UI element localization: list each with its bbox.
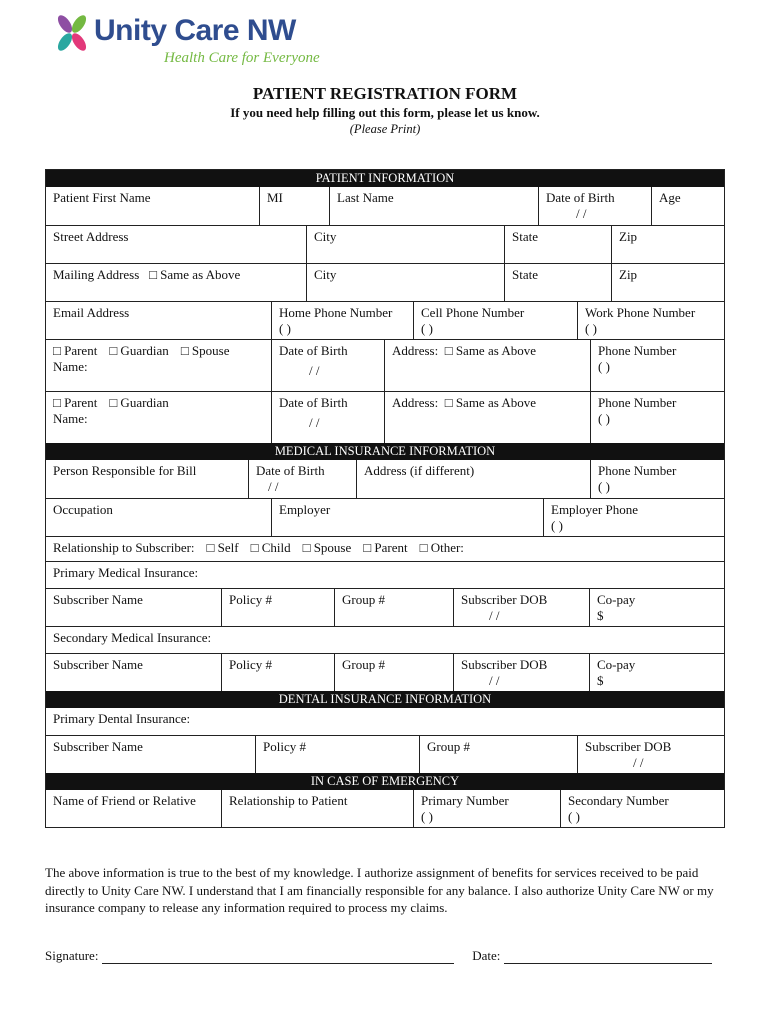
primary-number-field[interactable] <box>413 790 560 827</box>
mailing-zip-field[interactable] <box>611 264 724 301</box>
bill-responsible-row <box>46 460 724 498</box>
self-checkbox[interactable]: □ Self <box>206 540 239 555</box>
relation-address-field[interactable] <box>384 340 590 391</box>
cell-phone-label: Cell Phone Number <box>421 305 525 320</box>
dollar-sign: $ <box>597 673 604 688</box>
work-phone-field[interactable] <box>577 302 724 339</box>
section-patient-information: PATIENT INFORMATION <box>46 170 724 187</box>
date-field[interactable] <box>504 949 712 964</box>
section-dental-insurance: DENTAL INSURANCE INFORMATION <box>46 691 724 708</box>
relationship-to-subscriber-field <box>46 537 724 561</box>
relation2-address-field[interactable] <box>384 392 590 443</box>
mi-label: MI <box>267 190 283 205</box>
relationship-to-subscriber-row <box>46 536 724 561</box>
subscriber-dob-label: Subscriber DOB <box>461 592 548 607</box>
cell-phone-field[interactable] <box>413 302 577 339</box>
email-field[interactable] <box>46 302 271 339</box>
primary-dental-insurance-field[interactable] <box>46 708 724 735</box>
relation2-dob-field[interactable] <box>271 392 384 443</box>
secondary-medical-insurance-field[interactable] <box>46 627 724 653</box>
primary-dental-label: Primary Dental Insurance: <box>53 711 191 726</box>
subscriber-dob-label: Subscriber DOB <box>461 657 548 672</box>
occupation-label: Occupation <box>53 502 113 517</box>
employer-label: Employer <box>279 502 331 517</box>
phone-number-label: Phone Number <box>598 395 677 410</box>
group-field[interactable] <box>334 654 453 691</box>
dob-label: Date of Birth <box>546 190 615 205</box>
primary-medical-label: Primary Medical Insurance: <box>53 565 199 580</box>
mailing-label: Mailing Address <box>53 267 140 282</box>
friend-relative-field[interactable] <box>46 790 221 827</box>
primary-medical-insurance-field[interactable] <box>46 562 724 588</box>
work-phone-label: Work Phone Number <box>585 305 696 320</box>
first-name-field[interactable] <box>46 187 259 225</box>
logo-brand-name: Unity Care NW <box>94 14 296 47</box>
friend-relative-label: Name of Friend or Relative <box>53 793 196 808</box>
policy-label: Policy # <box>263 739 306 754</box>
person-responsible-label: Person Responsible for Bill <box>53 463 197 478</box>
subscriber-dob-label: Subscriber DOB <box>585 739 672 754</box>
phone-parens: ( ) <box>568 809 580 824</box>
section-emergency: IN CASE OF EMERGENCY <box>46 773 724 790</box>
work-phone-parens: ( ) <box>585 321 597 336</box>
group-label: Group # <box>342 592 385 607</box>
emergency-contact-row <box>46 790 724 827</box>
state-label: State <box>512 267 538 282</box>
city-label: City <box>314 267 337 282</box>
city-field[interactable] <box>306 226 504 263</box>
phone-parens: ( ) <box>421 809 433 824</box>
signature-field[interactable] <box>102 949 454 964</box>
primary-medical-row <box>46 561 724 588</box>
policy-label: Policy # <box>229 592 272 607</box>
form-instruction: (Please Print) <box>349 122 421 136</box>
subscriber-dob-field[interactable] <box>453 589 589 626</box>
patient-dob-field[interactable] <box>538 187 651 225</box>
other-checkbox[interactable]: □ Other: <box>419 540 464 555</box>
email-label: Email Address <box>53 305 130 320</box>
pinwheel-logo-icon <box>52 12 92 56</box>
last-name-field[interactable] <box>329 187 538 225</box>
address-label: Address: <box>392 395 439 410</box>
address-if-different-field[interactable] <box>356 460 590 498</box>
unity-care-logo <box>52 10 320 76</box>
phone-number-label: Phone Number <box>598 343 677 358</box>
subscriber-name-label: Subscriber Name <box>53 739 143 754</box>
relationship-to-subscriber-label: Relationship to Subscriber: <box>53 540 195 555</box>
dental-group-field[interactable] <box>419 736 577 773</box>
mailing-same-as-above-checkbox[interactable]: □ Same as Above <box>149 267 241 282</box>
relation2-name-field[interactable] <box>46 392 271 443</box>
street-address-row <box>46 225 724 263</box>
guardian-checkbox[interactable]: □ Guardian <box>109 343 169 358</box>
address-same-as-above-checkbox[interactable]: □ Same as Above <box>444 343 536 358</box>
dob-slashes: / / <box>576 206 587 221</box>
signature-line <box>45 948 725 964</box>
dob-label: Date of Birth <box>256 463 325 478</box>
group-label: Group # <box>427 739 470 754</box>
employer-field[interactable] <box>271 499 543 536</box>
responsible-dob-field[interactable] <box>248 460 356 498</box>
state-label: State <box>512 229 538 244</box>
dob-slashes: / / <box>489 673 500 688</box>
phone-parens: ( ) <box>598 359 610 374</box>
last-name-label: Last Name <box>337 190 394 205</box>
zip-label: Zip <box>619 229 638 244</box>
employer-phone-field[interactable] <box>543 499 724 536</box>
parent-guardian-row <box>46 391 724 443</box>
child-checkbox[interactable]: □ Child <box>250 540 291 555</box>
mailing-address-row <box>46 263 724 301</box>
phone-parens: ( ) <box>598 479 610 494</box>
cell-phone-parens: ( ) <box>421 321 433 336</box>
home-phone-field[interactable] <box>271 302 413 339</box>
home-phone-label: Home Phone Number <box>279 305 393 320</box>
street-label: Street Address <box>53 229 129 244</box>
phone-parens: ( ) <box>551 518 563 533</box>
policy-field[interactable] <box>221 654 334 691</box>
parent-checkbox[interactable]: □ Parent <box>53 395 98 410</box>
subscriber-dob-field[interactable] <box>453 654 589 691</box>
home-phone-parens: ( ) <box>279 321 291 336</box>
age-label: Age <box>659 190 681 205</box>
relation2-phone-field[interactable] <box>590 392 724 443</box>
dollar-sign: $ <box>597 608 604 623</box>
primary-medical-subscriber-row <box>46 588 724 626</box>
policy-label: Policy # <box>229 657 272 672</box>
secondary-medical-subscriber-row <box>46 653 724 691</box>
authorization-statement: The above information is true to the best of my knowledge. I authorize assignment of benefits for services received to be paid directly to Unity Care NW. I understand that I am financially responsible for any balance. I also authorize Unity Care NW or my insurance company to release any information required to process my claims. <box>45 865 714 915</box>
zip-label: Zip <box>619 267 638 282</box>
group-label: Group # <box>342 657 385 672</box>
date-label: Date: <box>472 948 501 963</box>
policy-field[interactable] <box>221 589 334 626</box>
contact-row <box>46 301 724 339</box>
phone-number-label: Phone Number <box>598 463 677 478</box>
copay-field[interactable] <box>589 589 724 626</box>
dob-label: Date of Birth <box>279 343 348 358</box>
dental-subscriber-row <box>46 735 724 773</box>
spouse-checkbox[interactable]: □ Spouse <box>302 540 352 555</box>
phone-parens: ( ) <box>598 411 610 426</box>
name-label: Name: <box>53 411 88 426</box>
zip-field[interactable] <box>611 226 724 263</box>
city-label: City <box>314 229 337 244</box>
dob-slashes: / / <box>309 363 320 378</box>
occupation-field[interactable] <box>46 499 271 536</box>
mailing-address-field[interactable] <box>46 264 306 301</box>
logo-tagline: Health Care for Everyone <box>164 50 320 66</box>
dob-slashes: / / <box>268 479 279 494</box>
dob-slashes: / / <box>489 608 500 623</box>
secondary-number-field[interactable] <box>560 790 724 827</box>
dob-label: Date of Birth <box>279 395 348 410</box>
subscriber-name-label: Subscriber Name <box>53 657 143 672</box>
form-subtitle: If you need help filling out this form, please let us know. <box>230 105 540 120</box>
relation-name-field[interactable] <box>46 340 271 391</box>
parent-guardian-spouse-row <box>46 339 724 391</box>
address-if-different-label: Address (if different) <box>364 463 475 478</box>
copay-field[interactable] <box>589 654 724 691</box>
street-address-field[interactable] <box>46 226 306 263</box>
subscriber-name-label: Subscriber Name <box>53 592 143 607</box>
person-responsible-field[interactable] <box>46 460 248 498</box>
dob-slashes: / / <box>309 415 320 430</box>
relation-phone-field[interactable] <box>590 340 724 391</box>
relation-dob-field[interactable] <box>271 340 384 391</box>
group-field[interactable] <box>334 589 453 626</box>
relationship-to-patient-label: Relationship to Patient <box>229 793 348 808</box>
state-field[interactable] <box>504 226 611 263</box>
patient-name-row <box>46 187 724 225</box>
section-medical-insurance: MEDICAL INSURANCE INFORMATION <box>46 443 724 460</box>
subscriber-name-field[interactable] <box>46 589 221 626</box>
dental-subscriber-dob-field[interactable] <box>577 736 724 773</box>
secondary-number-label: Secondary Number <box>568 793 669 808</box>
primary-number-label: Primary Number <box>421 793 509 808</box>
first-name-label: Patient First Name <box>53 190 151 205</box>
parent-checkbox[interactable]: □ Parent <box>53 343 98 358</box>
mi-field[interactable] <box>259 187 329 225</box>
responsible-phone-field[interactable] <box>590 460 724 498</box>
guardian-checkbox[interactable]: □ Guardian <box>109 395 169 410</box>
signature-label: Signature: <box>45 948 99 963</box>
age-field[interactable] <box>651 187 724 225</box>
dob-slashes: / / <box>633 755 644 770</box>
secondary-medical-label: Secondary Medical Insurance: <box>53 630 212 645</box>
copay-label: Co-pay <box>597 657 636 672</box>
employer-phone-label: Employer Phone <box>551 502 639 517</box>
dental-subscriber-name-field[interactable] <box>46 736 255 773</box>
name-label: Name: <box>53 359 88 374</box>
mailing-state-field[interactable] <box>504 264 611 301</box>
spouse-checkbox[interactable]: □ Spouse <box>180 343 230 358</box>
mailing-city-field[interactable] <box>306 264 504 301</box>
registration-form-table <box>45 169 725 828</box>
form-title: PATIENT REGISTRATION FORM <box>252 84 518 103</box>
subscriber-name-field[interactable] <box>46 654 221 691</box>
relationship-to-patient-field[interactable] <box>221 790 413 827</box>
address-same-as-above-checkbox[interactable]: □ Same as Above <box>444 395 536 410</box>
address-label: Address: <box>392 343 439 358</box>
parent-checkbox[interactable]: □ Parent <box>363 540 408 555</box>
copay-label: Co-pay <box>597 592 636 607</box>
primary-dental-row <box>46 708 724 735</box>
dental-policy-field[interactable] <box>255 736 419 773</box>
secondary-medical-row <box>46 626 724 653</box>
occupation-row <box>46 498 724 536</box>
